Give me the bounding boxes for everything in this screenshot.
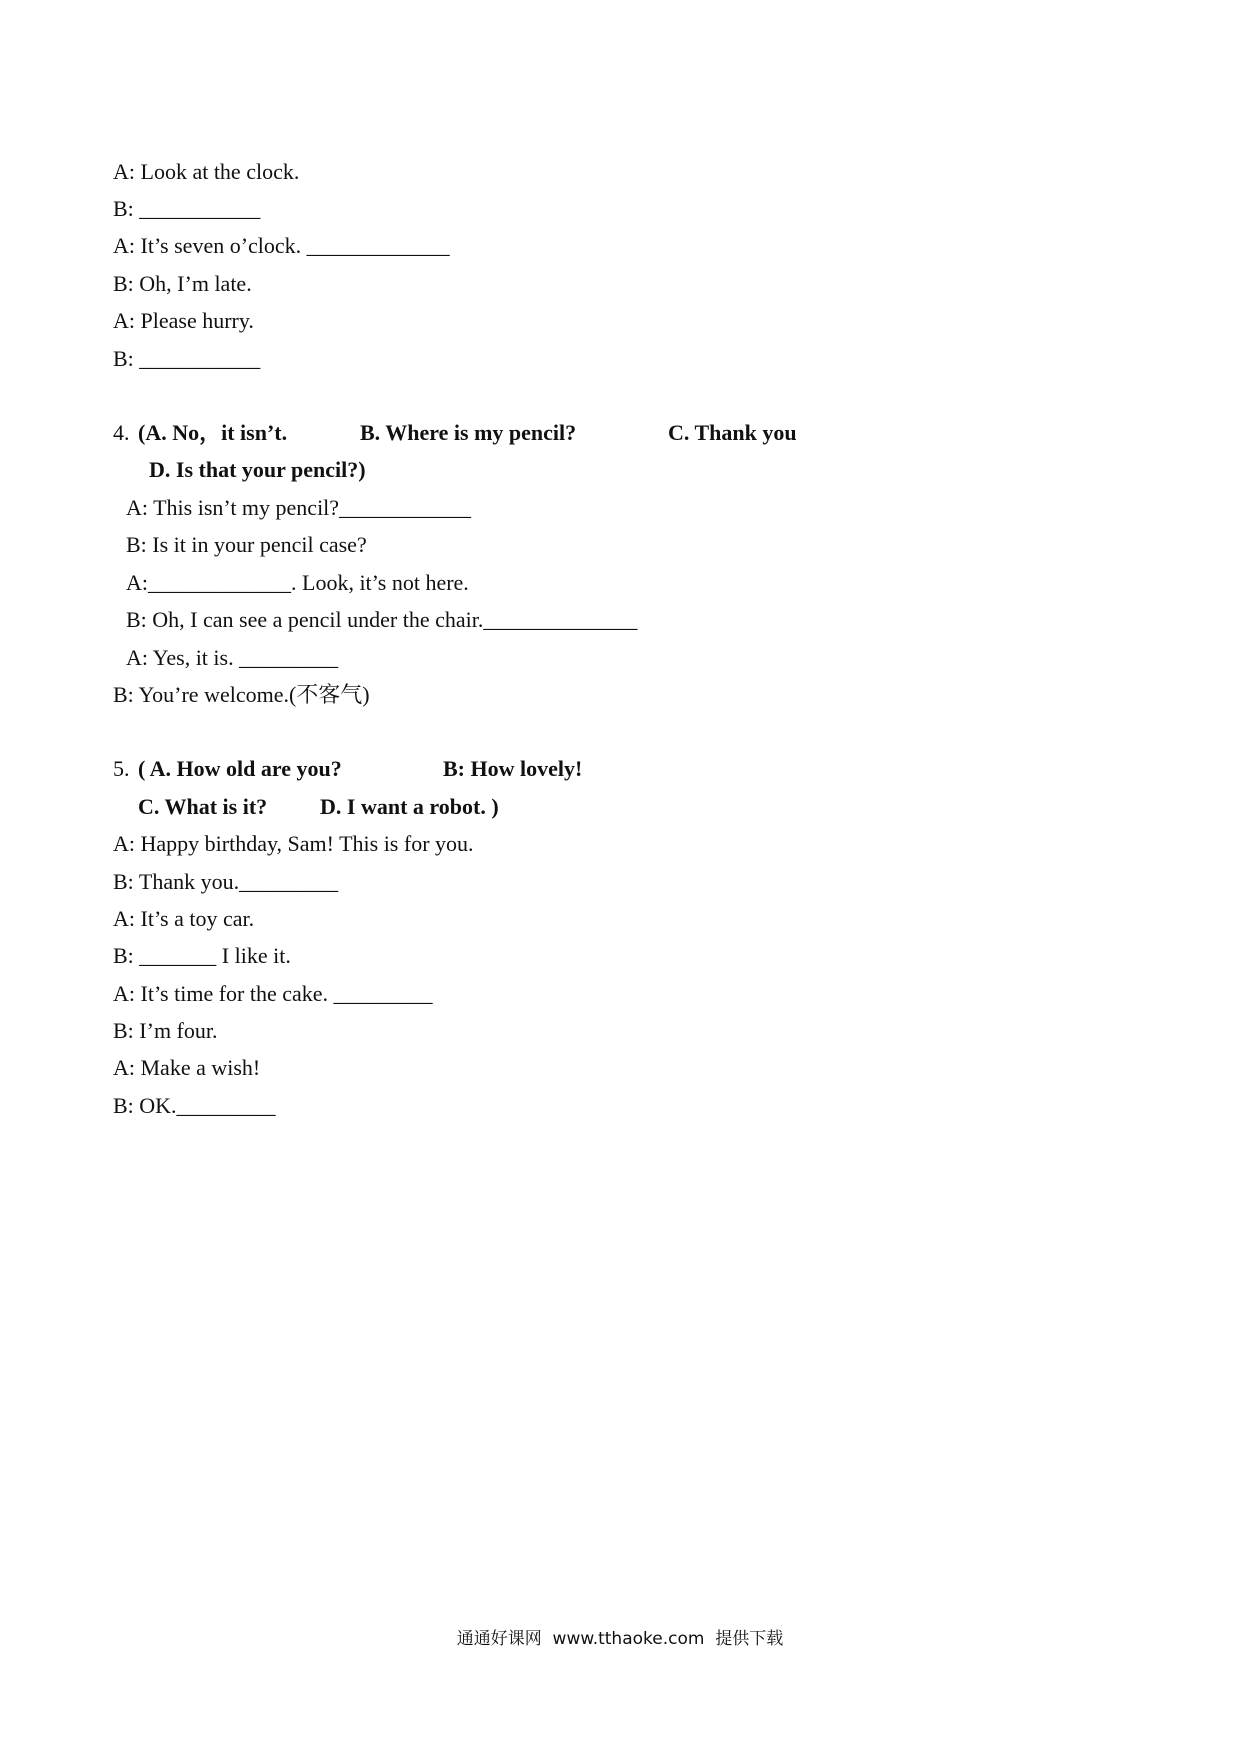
dialogue-line: B: ___________ [113, 346, 261, 371]
dialogue-line: A:_____________. Look, it’s not here. [126, 570, 469, 595]
dialogue-line: A: Please hurry. [113, 308, 254, 333]
dialogue-line: B: _______ I like it. [113, 943, 291, 968]
dialogue-line: B: ___________ [113, 196, 261, 221]
page-footer: 通通好课网 www.tthaoke.com 提供下载 [456, 1629, 784, 1649]
option-c: C. What is it? [138, 794, 268, 819]
dialogue-line: A: This isn’t my pencil?____________ [126, 495, 472, 520]
option-d: D. Is that your pencil?) [149, 457, 366, 482]
dialogue-line: B: Is it in your pencil case? [126, 532, 367, 557]
option-b: B. Where is my pencil? [360, 420, 577, 445]
question-number: 4. [113, 420, 130, 445]
dialogue-line: A: Make a wish! [113, 1055, 261, 1080]
dialogue-line: B: I’m four. [113, 1018, 218, 1043]
option-a: ( A. How old are you? [138, 756, 342, 781]
dialogue-line: B: OK._________ [113, 1093, 276, 1118]
dialogue-line: B: Oh, I can see a pencil under the chair.______________ [126, 607, 638, 632]
dialogue-line: A: It’s a toy car. [113, 906, 255, 931]
question-number-text: 5 [113, 756, 124, 781]
option-c: C. Thank you [668, 420, 797, 445]
question-number: 5. [113, 756, 130, 781]
dialogue-line: A: Yes, it is. _________ [126, 645, 339, 670]
dialogue-line: A: It’s seven o’clock. _____________ [113, 233, 450, 258]
option-a: (A. No，it isn’t. [138, 420, 288, 445]
dialogue-line: A: Look at the clock. [113, 159, 300, 184]
dialogue-line: B: Oh, I’m late. [113, 271, 252, 296]
question-number-text: 4 [113, 420, 124, 445]
dialogue-line: A: Happy birthday, Sam! This is for you. [113, 831, 474, 856]
dialogue-line: B: You’re welcome.(不客气) [113, 682, 370, 707]
option-b: B: How lovely! [443, 756, 583, 781]
dialogue-line: A: It’s time for the cake. _________ [113, 981, 433, 1006]
dialogue-line: B: Thank you._________ [113, 869, 339, 894]
option-d: D. I want a robot. ) [320, 794, 499, 819]
